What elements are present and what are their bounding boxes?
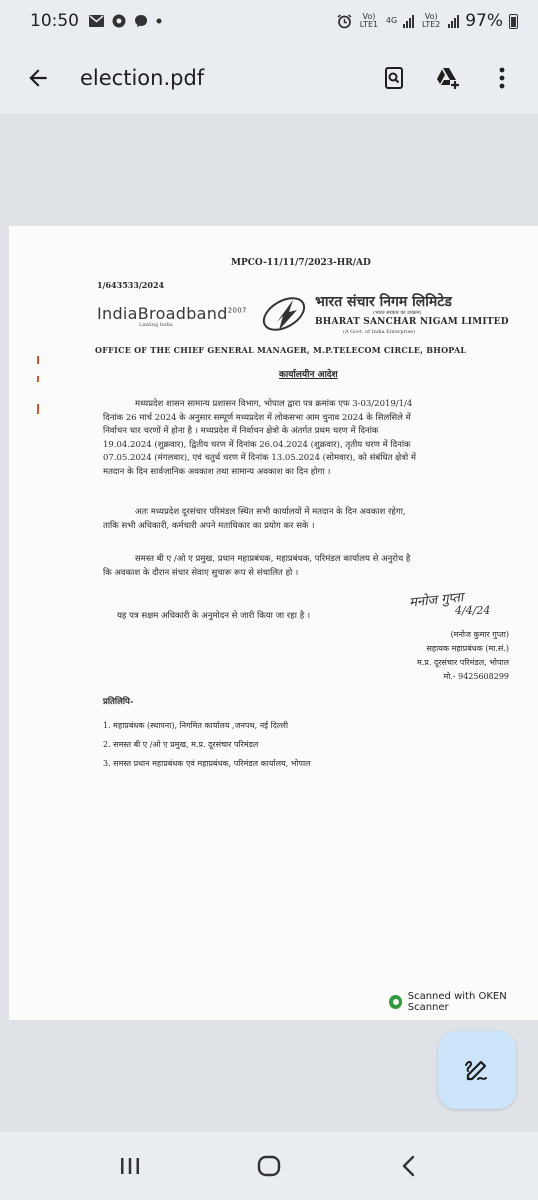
home-button[interactable] xyxy=(239,1141,299,1191)
signature-date: 4/4/24 xyxy=(455,604,491,617)
back-button[interactable] xyxy=(6,46,70,110)
paragraph-line: मतदान के दिन सार्वजानिक अवकाश तथा सामान्य अवकाश का दिन होगा । xyxy=(103,466,331,477)
paragraph-2 xyxy=(103,506,521,533)
paragraph-3 xyxy=(103,553,521,580)
system-nav-bar xyxy=(0,1132,538,1200)
margin-mark xyxy=(37,404,39,414)
company-name-hindi: भारत संचार निगम लिमिटेड xyxy=(315,294,452,310)
paragraph-line: दिनांक 26 मार्च 2024 के अनुसार सम्पूर्ण मध्यप्रदेश में लोकसभा आम चुनाव 2024 के सिलसिले में xyxy=(103,412,411,423)
pdf-page[interactable] xyxy=(9,226,538,1020)
copy-item: 1. महाप्रबंधक (स्थापना), निगमित कार्यालय ,जनपथ, नई दिल्ली xyxy=(103,721,289,730)
signatory-name: (मनोज कुमार गुप्ता) xyxy=(450,630,509,639)
paragraph-1 xyxy=(103,398,521,479)
signatory-block xyxy=(389,628,509,684)
approval-line: यह पत्र सक्षम अधिकारी के अनुमोदन से जारी किया जा रहा है । xyxy=(117,611,311,621)
search-document-icon xyxy=(382,66,406,90)
signatory-mobile: मो.- 9425608299 xyxy=(443,672,509,681)
margin-mark xyxy=(37,376,39,382)
settings-icon xyxy=(112,14,126,28)
mail-icon xyxy=(89,15,104,27)
reference-number: MPCO-11/11/7/2023-HR/AD xyxy=(231,258,371,268)
add-to-drive-button[interactable] xyxy=(426,56,470,100)
battery-icon xyxy=(509,14,518,29)
company-name-english: BHARAT SANCHAR NIGAM LIMITED xyxy=(315,317,509,327)
bsnl-logo-icon xyxy=(259,292,309,332)
company-subtitle-hindi: (भारत सरकार का उपक्रम) xyxy=(373,310,422,316)
logo-year: 2007 xyxy=(227,306,247,315)
paragraph-line: निर्वाचन चार चरणों में होना है । मध्यप्रदेश में निर्वाचन क्षेत्रो के अंतर्गत प्रथम चरण में दिनांक xyxy=(103,426,379,436)
paragraph-line: ताकि सभी अधिकारी, कर्मचारी अपने मताधिकार का प्रयोग कर सके । xyxy=(103,520,315,531)
dot-icon xyxy=(156,18,162,24)
paragraph-line: 19.04.2024 (शुक्रवार), द्वितीय चरण में दिनांक 26.04.2024 (शुक्रवार), तृतीय चरण में दिनांक xyxy=(103,439,411,450)
copy-list xyxy=(103,716,310,773)
recent-apps-button[interactable] xyxy=(100,1141,160,1191)
paragraph-line: 07.05.2024 (मंगलवार), एवं चतुर्थ चरण में दिनांक 13.05.2024 (सोमवार), को संबंधित क्षेत्रो में xyxy=(103,453,416,463)
arrow-back-icon xyxy=(25,65,51,91)
alarm-icon xyxy=(337,14,352,29)
copy-item: 3. समस्त प्रधान महाप्रबंधक एवं महाप्रबंधक, परिमंडल कार्यालय, भोपाल xyxy=(103,759,311,768)
status-bar xyxy=(0,0,538,42)
more-vert-icon xyxy=(499,67,505,89)
handwritten-signature: मनोज गुप्ता xyxy=(408,590,465,611)
paragraph-line: कि अवकाश के दौरान संचार सेवाए सुचारू रूप से संचालित हो । xyxy=(103,567,299,578)
company-subtitle-english: (A Govt. of India Enterprise) xyxy=(343,329,416,335)
copy-item: 2. समस्त बी ए /ओ ए प्रमुख, म.प्र. दूरसंचार परिमंडल xyxy=(103,740,259,749)
scanner-watermark xyxy=(389,991,538,1013)
nav-back-button[interactable] xyxy=(378,1141,438,1191)
annotate-fab-button[interactable] xyxy=(438,1031,516,1109)
sim2-label: Vo) LTE2 xyxy=(422,12,441,29)
office-line: OFFICE OF THE CHIEF GENERAL MANAGER, M.P.TELECOM CIRCLE, BHOPAL xyxy=(95,345,467,355)
edit-annotate-icon xyxy=(462,1055,492,1085)
app-bar-actions xyxy=(372,56,538,100)
search-in-document-button[interactable] xyxy=(372,56,416,100)
oken-logo-icon xyxy=(389,995,402,1009)
back-icon xyxy=(401,1155,415,1177)
india-broadband-logo xyxy=(97,304,247,323)
sim1-label: Vo) LTE1 xyxy=(359,12,379,29)
order-title: कार्यालयीन आदेश xyxy=(279,370,338,380)
logo-text: IndiaBroadband xyxy=(97,304,228,323)
paragraph-line: अतः मध्यप्रदेश दूरसंचार परिमंडल स्थित सभी कार्यालयों में मतदान के दिन अवकाश रहेगा, xyxy=(135,507,406,517)
paragraph-line: मध्यप्रदेश शासन सामान्य प्रशासन विभाग, भोपाल द्वारा पत्र क्रमांक एफ 3-03/2019/1/4 xyxy=(135,399,413,409)
document-id: 1/643533/2024 xyxy=(97,280,165,290)
more-options-button[interactable] xyxy=(480,56,524,100)
margin-mark xyxy=(37,356,39,364)
home-icon xyxy=(257,1155,281,1177)
recent-apps-icon xyxy=(120,1157,140,1175)
notification-icons xyxy=(89,14,162,28)
signal-strength-2-icon xyxy=(448,14,459,28)
document-title: election.pdf xyxy=(80,66,205,90)
signal-strength-icon xyxy=(403,14,414,28)
copy-heading: प्रतिलिपि- xyxy=(103,697,134,707)
add-to-drive-icon xyxy=(435,66,461,90)
scanner-watermark-text: Scanned with OKEN Scanner xyxy=(407,991,507,1013)
signatory-office: म.प्र. दूरसंचार परिमंडल, भोपाल xyxy=(416,658,509,667)
status-indicators xyxy=(337,11,518,31)
signatory-designation: सहायक महाप्रबंधक (मा.सं.) xyxy=(426,644,509,653)
battery-percent: 97% xyxy=(465,11,503,31)
document-content xyxy=(9,226,538,1020)
network-type: 4G xyxy=(385,16,398,25)
status-time: 10:50 xyxy=(30,11,79,31)
chat-icon xyxy=(134,14,148,28)
logo-tagline: Linking India xyxy=(139,322,173,328)
paragraph-line: समस्त बी ए /ओ ए प्रमुख, प्रधान महाप्रबंधक, महाप्रबंधक, परिमंडल कार्यालय से अनुरोध है xyxy=(135,554,411,564)
app-bar xyxy=(0,42,538,114)
